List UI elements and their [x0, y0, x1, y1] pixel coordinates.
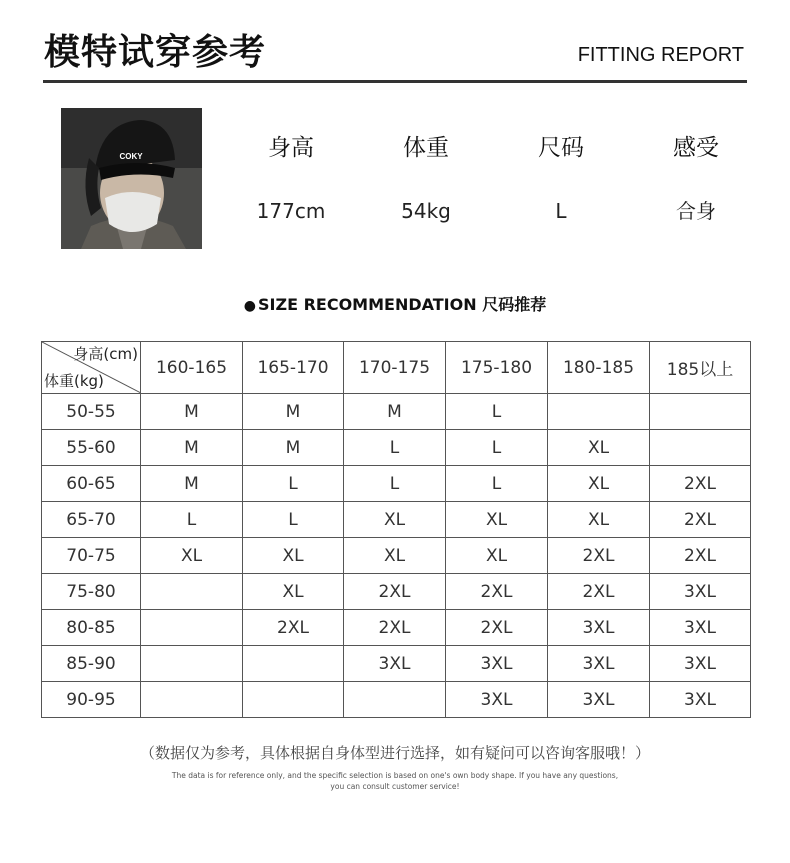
table-row: [42, 430, 751, 466]
spec-weight: [366, 130, 486, 226]
size-cell: 2XL: [446, 610, 548, 646]
table-corner-cell: [42, 342, 141, 394]
size-cell: [141, 610, 243, 646]
height-range-header: 180-185: [548, 342, 650, 394]
corner-weight-label: 体重(kg): [44, 372, 104, 390]
size-cell: XL: [243, 574, 344, 610]
table-row: [42, 682, 751, 718]
size-cell: L: [243, 502, 344, 538]
size-cell: 3XL: [446, 646, 548, 682]
size-cell: [650, 394, 751, 430]
size-cell: L: [344, 466, 446, 502]
size-cell: 2XL: [344, 610, 446, 646]
spec-height-label: 身高: [268, 135, 314, 161]
spec-size: [501, 130, 621, 226]
table-header-row: [42, 342, 751, 394]
size-cell: L: [446, 430, 548, 466]
size-cell: L: [141, 502, 243, 538]
weight-range-cell: 50-55: [42, 394, 141, 430]
title-divider: [43, 80, 747, 83]
corner-height-label: 身高(cm): [73, 345, 138, 363]
size-cell: 3XL: [548, 682, 650, 718]
size-chart-table: [41, 341, 751, 718]
bullet-icon: ●: [243, 298, 256, 314]
table-row: [42, 646, 751, 682]
size-cell: 2XL: [344, 574, 446, 610]
size-cell: M: [243, 430, 344, 466]
cap-logo-text: COKY: [119, 152, 143, 161]
size-cell: [141, 682, 243, 718]
size-cell: M: [141, 394, 243, 430]
size-cell: XL: [548, 502, 650, 538]
weight-range-cell: 80-85: [42, 610, 141, 646]
size-cell: M: [141, 466, 243, 502]
size-cell: 2XL: [548, 574, 650, 610]
height-range-header: 165-170: [243, 342, 344, 394]
size-cell: XL: [548, 430, 650, 466]
table-row: [42, 394, 751, 430]
height-range-header: 160-165: [141, 342, 243, 394]
size-cell: [141, 574, 243, 610]
size-cell: 3XL: [548, 610, 650, 646]
weight-range-cell: 60-65: [42, 466, 141, 502]
size-recommendation-text: SIZE RECOMMENDATION 尺码推荐: [258, 295, 547, 314]
size-cell: XL: [548, 466, 650, 502]
spec-feel-label: 感受: [673, 135, 719, 161]
size-cell: 3XL: [650, 610, 751, 646]
size-recommendation-heading: [0, 292, 790, 315]
size-cell: XL: [344, 538, 446, 574]
size-cell: L: [446, 394, 548, 430]
size-cell: 2XL: [446, 574, 548, 610]
weight-range-cell: 90-95: [42, 682, 141, 718]
weight-range-cell: 85-90: [42, 646, 141, 682]
weight-range-cell: 55-60: [42, 430, 141, 466]
size-cell: [243, 646, 344, 682]
page-subtitle: FITTING REPORT: [577, 44, 744, 66]
table-row: [42, 502, 751, 538]
table-row: [42, 466, 751, 502]
size-cell: L: [243, 466, 344, 502]
disclaimer-cn: （数据仅为参考，具体根据自身体型进行选择，如有疑问可以咨询客服哦！）: [139, 744, 650, 762]
spec-size-label: 尺码: [538, 135, 584, 161]
size-cell: [141, 646, 243, 682]
size-cell: XL: [446, 502, 548, 538]
disclaimer-en: [0, 770, 790, 792]
spec-height-value: 177cm: [256, 199, 326, 223]
height-range-header: 185以上: [650, 342, 751, 394]
spec-height: [231, 130, 351, 226]
weight-range-cell: 70-75: [42, 538, 141, 574]
disclaimer-en-line-1: The data is for reference only, and the specific selection is based on one's own body shape. If you have any questions,: [171, 771, 619, 780]
page-title: 模特试穿参考: [44, 32, 267, 73]
size-cell: L: [446, 466, 548, 502]
size-cell: XL: [446, 538, 548, 574]
size-cell: 3XL: [344, 646, 446, 682]
size-cell: [344, 682, 446, 718]
size-cell: XL: [243, 538, 344, 574]
size-cell: 2XL: [650, 466, 751, 502]
spec-weight-value: 54kg: [401, 199, 451, 223]
disclaimer-en-line-2: you can consult customer service!: [330, 782, 460, 791]
size-cell: 2XL: [548, 538, 650, 574]
size-cell: 3XL: [446, 682, 548, 718]
model-photo: [61, 108, 202, 249]
size-cell: 3XL: [650, 574, 751, 610]
size-cell: [243, 682, 344, 718]
table-row: [42, 538, 751, 574]
size-cell: XL: [344, 502, 446, 538]
spec-weight-label: 体重: [403, 135, 449, 161]
size-cell: 3XL: [548, 646, 650, 682]
size-cell: 2XL: [650, 538, 751, 574]
height-range-header: 170-175: [344, 342, 446, 394]
spec-feel-value: 合身: [676, 199, 716, 223]
table-row: [42, 574, 751, 610]
spec-size-value: L: [555, 199, 567, 223]
size-cell: M: [141, 430, 243, 466]
size-cell: 2XL: [650, 502, 751, 538]
size-cell: XL: [141, 538, 243, 574]
size-cell: 2XL: [243, 610, 344, 646]
height-range-header: 175-180: [446, 342, 548, 394]
size-cell: 3XL: [650, 646, 751, 682]
size-cell: 3XL: [650, 682, 751, 718]
size-cell: [548, 394, 650, 430]
size-cell: M: [344, 394, 446, 430]
weight-range-cell: 75-80: [42, 574, 141, 610]
spec-feel: [636, 130, 756, 226]
size-cell: [650, 430, 751, 466]
table-row: [42, 610, 751, 646]
size-cell: M: [243, 394, 344, 430]
size-cell: L: [344, 430, 446, 466]
weight-range-cell: 65-70: [42, 502, 141, 538]
